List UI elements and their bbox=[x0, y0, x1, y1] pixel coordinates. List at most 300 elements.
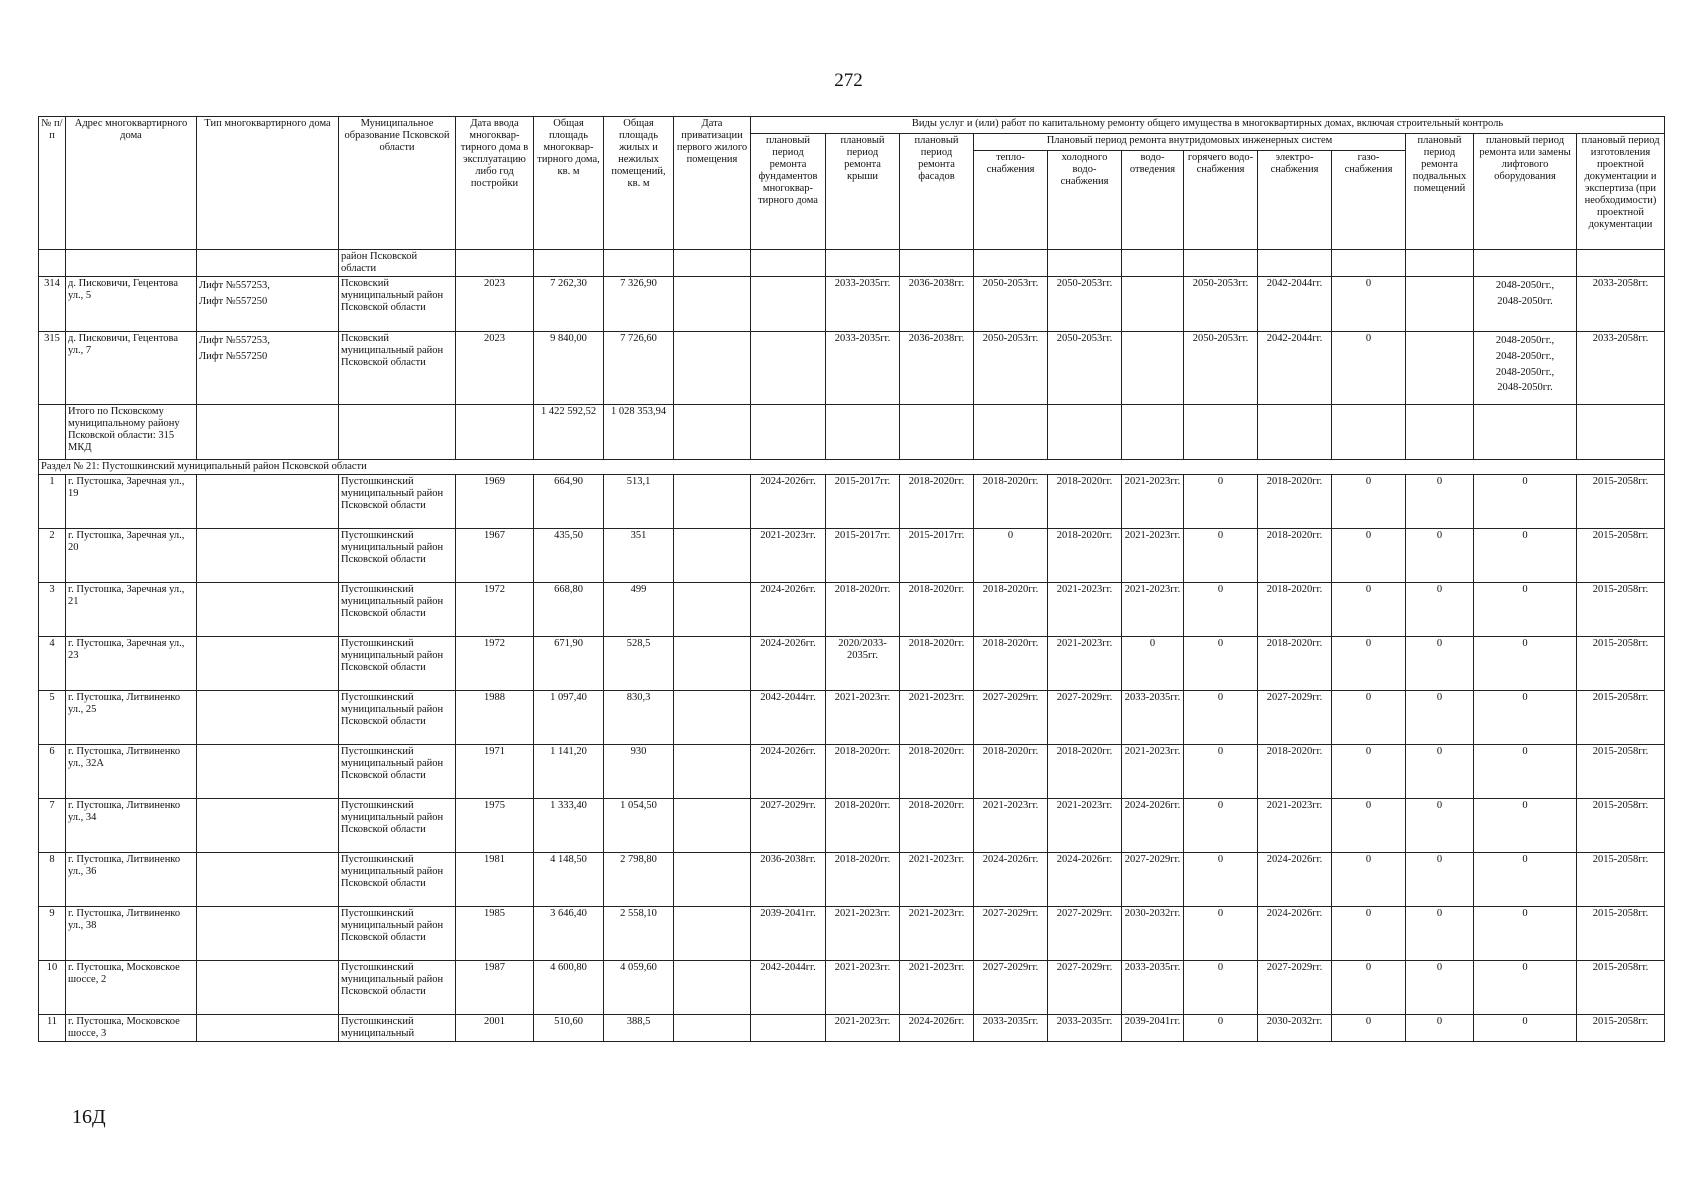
row-municipality: Пустошкинский муниципальный район Псковской области bbox=[339, 745, 456, 799]
row-cold-water: 2024-2026гг. bbox=[1048, 853, 1122, 907]
row-total-area: 1 097,40 bbox=[534, 691, 604, 745]
row-address: г. Пустошка, Заречная ул., 21 bbox=[66, 583, 197, 637]
row-roof: 2018-2020гг. bbox=[826, 745, 900, 799]
row-type bbox=[197, 961, 339, 1015]
row-facade: 2018-2020гг. bbox=[900, 475, 974, 529]
section-row bbox=[39, 460, 1665, 475]
row-gas: 0 bbox=[1332, 907, 1406, 961]
row-drainage bbox=[1122, 332, 1184, 405]
row-drainage: 0 bbox=[1122, 637, 1184, 691]
row-num: 2 bbox=[39, 529, 66, 583]
row-privatization bbox=[674, 907, 751, 961]
row-electric: 2018-2020гг. bbox=[1258, 475, 1332, 529]
header-systems-group: Плановый период ремонта внутридомовых инженерных систем bbox=[974, 134, 1406, 151]
table-row bbox=[39, 1015, 1665, 1042]
row-basement: 0 bbox=[1406, 583, 1474, 637]
row-heat: 2024-2026гг. bbox=[974, 853, 1048, 907]
row-cold-water: 2033-2035гг. bbox=[1048, 1015, 1122, 1042]
row-living-area: 2 558,10 bbox=[604, 907, 674, 961]
row-num: 5 bbox=[39, 691, 66, 745]
row-design: 2015-2058гг. bbox=[1577, 907, 1665, 961]
elevator-period: 2048-2050гг., bbox=[1495, 350, 1555, 362]
elevator-id: Лифт №557250 bbox=[199, 350, 268, 362]
row-foundation bbox=[751, 1015, 826, 1042]
row-num: 11 bbox=[39, 1015, 66, 1042]
row-municipality: Пустошкинский муниципальный район Псковской области bbox=[339, 907, 456, 961]
row-total-area: 1 333,40 bbox=[534, 799, 604, 853]
row-elevator: 0 bbox=[1474, 745, 1577, 799]
row-facade: 2024-2026гг. bbox=[900, 1015, 974, 1042]
row-address: г. Пустошка, Литвиненко ул., 32А bbox=[66, 745, 197, 799]
row-basement: 0 bbox=[1406, 637, 1474, 691]
row-foundation: 2024-2026гг. bbox=[751, 475, 826, 529]
row-design: 2015-2058гг. bbox=[1577, 745, 1665, 799]
row-num: 4 bbox=[39, 637, 66, 691]
row-num: 3 bbox=[39, 583, 66, 637]
row-total-area: 4 600,80 bbox=[534, 961, 604, 1015]
elevator-id: Лифт №557253, bbox=[199, 335, 270, 347]
row-living-area: 2 798,80 bbox=[604, 853, 674, 907]
header-address: Адрес многоквартирного дома bbox=[66, 117, 197, 250]
total-label: Итого по Псковскому муниципальному району Псковской области: 315 МКД bbox=[66, 405, 197, 460]
row-facade: 2015-2017гг. bbox=[900, 529, 974, 583]
row-privatization bbox=[674, 277, 751, 332]
row-drainage: 2024-2026гг. bbox=[1122, 799, 1184, 853]
row-hot-water: 0 bbox=[1184, 1015, 1258, 1042]
row-hot-water: 0 bbox=[1184, 475, 1258, 529]
row-roof: 2021-2023гг. bbox=[826, 907, 900, 961]
row-roof: 2015-2017гг. bbox=[826, 475, 900, 529]
row-cold-water: 2018-2020гг. bbox=[1048, 475, 1122, 529]
row-municipality: Пустошкинский муниципальный район Псковской области bbox=[339, 475, 456, 529]
row-living-area: 528,5 bbox=[604, 637, 674, 691]
row-cold-water: 2027-2029гг. bbox=[1048, 961, 1122, 1015]
header-type: Тип многоквартирного дома bbox=[197, 117, 339, 250]
row-foundation: 2042-2044гг. bbox=[751, 691, 826, 745]
row-hot-water: 0 bbox=[1184, 637, 1258, 691]
row-total-area: 664,90 bbox=[534, 475, 604, 529]
row-address: г. Пустошка, Литвиненко ул., 36 bbox=[66, 853, 197, 907]
row-heat: 2018-2020гг. bbox=[974, 745, 1048, 799]
row-cold-water: 2021-2023гг. bbox=[1048, 637, 1122, 691]
row-facade: 2018-2020гг. bbox=[900, 799, 974, 853]
row-address: г. Пустошка, Литвиненко ул., 25 bbox=[66, 691, 197, 745]
row-municipality: Пустошкинский муниципальный bbox=[339, 1015, 456, 1042]
row-municipality: Псковский муниципальный район Псковской области bbox=[339, 332, 456, 405]
row-hot-water: 0 bbox=[1184, 961, 1258, 1015]
row-gas: 0 bbox=[1332, 853, 1406, 907]
table-row bbox=[39, 583, 1665, 637]
row-gas: 0 bbox=[1332, 529, 1406, 583]
row-year: 1987 bbox=[456, 961, 534, 1015]
row-basement: 0 bbox=[1406, 799, 1474, 853]
row-heat: 2018-2020гг. bbox=[974, 637, 1048, 691]
row-municipality: Пустошкинский муниципальный район Псковской области bbox=[339, 529, 456, 583]
header-municipality: Муниципальное образование Псковской области bbox=[339, 117, 456, 250]
row-year: 1972 bbox=[456, 637, 534, 691]
row-year: 1971 bbox=[456, 745, 534, 799]
table-row bbox=[39, 961, 1665, 1015]
row-facade: 2018-2020гг. bbox=[900, 583, 974, 637]
district-rows bbox=[39, 475, 1665, 1042]
row-living-area: 930 bbox=[604, 745, 674, 799]
row-year: 1981 bbox=[456, 853, 534, 907]
elevator-id: Лифт №557250 bbox=[199, 295, 268, 307]
row-privatization bbox=[674, 583, 751, 637]
row-hot-water: 0 bbox=[1184, 529, 1258, 583]
table-row bbox=[39, 529, 1665, 583]
row-municipality: Псковский муниципальный район Псковской области bbox=[339, 277, 456, 332]
row-elevator: 0 bbox=[1474, 799, 1577, 853]
row-drainage: 2033-2035гг. bbox=[1122, 691, 1184, 745]
header-heat: тепло-снабжения bbox=[974, 151, 1048, 250]
row-type bbox=[197, 529, 339, 583]
row-roof: 2020/2033-2035гг. bbox=[826, 637, 900, 691]
total-area-sum: 1 422 592,52 bbox=[534, 405, 604, 460]
row-roof: 2021-2023гг. bbox=[826, 961, 900, 1015]
row-basement: 0 bbox=[1406, 907, 1474, 961]
row-year: 1972 bbox=[456, 583, 534, 637]
row-living-area: 7 326,90 bbox=[604, 277, 674, 332]
row-drainage: 2027-2029гг. bbox=[1122, 853, 1184, 907]
row-address: г. Пустошка, Московское шоссе, 2 bbox=[66, 961, 197, 1015]
row-living-area: 513,1 bbox=[604, 475, 674, 529]
row-total-area: 1 141,20 bbox=[534, 745, 604, 799]
row-foundation: 2039-2041гг. bbox=[751, 907, 826, 961]
elevator-period: 2048-2050гг. bbox=[1497, 295, 1553, 307]
row-facade: 2021-2023гг. bbox=[900, 961, 974, 1015]
row-roof: 2018-2020гг. bbox=[826, 853, 900, 907]
row-num: 315 bbox=[39, 332, 66, 405]
row-electric: 2027-2029гг. bbox=[1258, 961, 1332, 1015]
row-total-area: 3 646,40 bbox=[534, 907, 604, 961]
row-electric: 2027-2029гг. bbox=[1258, 691, 1332, 745]
row-design: 2015-2058гг. bbox=[1577, 583, 1665, 637]
row-type bbox=[197, 637, 339, 691]
row-foundation bbox=[751, 332, 826, 405]
row-municipality: Пустошкинский муниципальный район Псковской области bbox=[339, 961, 456, 1015]
row-year: 2023 bbox=[456, 277, 534, 332]
row-cold-water: 2021-2023гг. bbox=[1048, 799, 1122, 853]
table-row bbox=[39, 745, 1665, 799]
header-electric: электро-снабжения bbox=[1258, 151, 1332, 250]
row-gas: 0 bbox=[1332, 961, 1406, 1015]
row-type bbox=[197, 907, 339, 961]
row-roof: 2021-2023гг. bbox=[826, 691, 900, 745]
row-foundation: 2024-2026гг. bbox=[751, 637, 826, 691]
header-facade: плановый период ремонта фасадов bbox=[900, 134, 974, 250]
row-municipality: Пустошкинский муниципальный район Псковской области bbox=[339, 853, 456, 907]
row-living-area: 7 726,60 bbox=[604, 332, 674, 405]
header-foundation: плановый период ремонта фундаментов многоквар-тирного дома bbox=[751, 134, 826, 250]
row-facade: 2036-2038гг. bbox=[900, 332, 974, 405]
row-hot-water: 0 bbox=[1184, 583, 1258, 637]
elevator-period: 2048-2050гг., bbox=[1495, 366, 1555, 378]
row-address: г. Пустошка, Заречная ул., 19 bbox=[66, 475, 197, 529]
row-municipality: Пустошкинский муниципальный район Псковской области bbox=[339, 799, 456, 853]
row-living-area: 1 054,50 bbox=[604, 799, 674, 853]
row-privatization bbox=[674, 961, 751, 1015]
row-facade: 2021-2023гг. bbox=[900, 853, 974, 907]
row-drainage: 2033-2035гг. bbox=[1122, 961, 1184, 1015]
row-privatization bbox=[674, 475, 751, 529]
row-gas: 0 bbox=[1332, 475, 1406, 529]
row-living-area: 4 059,60 bbox=[604, 961, 674, 1015]
row-hot-water: 2050-2053гг. bbox=[1184, 332, 1258, 405]
table-row bbox=[39, 637, 1665, 691]
row-heat: 2018-2020гг. bbox=[974, 583, 1048, 637]
row-living-area: 351 bbox=[604, 529, 674, 583]
row-elevator: 0 bbox=[1474, 475, 1577, 529]
header-works-group: Виды услуг и (или) работ по капитальному ремонту общего имущества в многоквартирных домах, включая строительный контроль bbox=[751, 117, 1665, 134]
elevator-period: 2048-2050гг. bbox=[1497, 382, 1553, 394]
elevator-period: 2048-2050гг., bbox=[1495, 335, 1555, 347]
row-address: д. Писковичи, Гецентова ул., 7 bbox=[66, 332, 197, 405]
table-row bbox=[39, 475, 1665, 529]
row-design: 2033-2058гг. bbox=[1577, 277, 1665, 332]
row-hot-water: 0 bbox=[1184, 745, 1258, 799]
row-basement bbox=[1406, 332, 1474, 405]
row-total-area: 510,60 bbox=[534, 1015, 604, 1042]
row-electric: 2024-2026гг. bbox=[1258, 853, 1332, 907]
row-drainage: 2030-2032гг. bbox=[1122, 907, 1184, 961]
row-design: 2015-2058гг. bbox=[1577, 691, 1665, 745]
row-total-area: 671,90 bbox=[534, 637, 604, 691]
row-address: г. Пустошка, Литвиненко ул., 34 bbox=[66, 799, 197, 853]
row-basement: 0 bbox=[1406, 1015, 1474, 1042]
table-row bbox=[39, 277, 1665, 332]
row-year: 1975 bbox=[456, 799, 534, 853]
header-design: плановый период изготовления проектной документации и экспертиза (при необходимости) проектной документации bbox=[1577, 134, 1665, 250]
row-electric: 2021-2023гг. bbox=[1258, 799, 1332, 853]
header-total-area: Общая площадь многоквар-тирного дома, кв. м bbox=[534, 117, 604, 250]
row-hot-water: 0 bbox=[1184, 799, 1258, 853]
header-gas: газо-снабжения bbox=[1332, 151, 1406, 250]
continuation-municipality: район Псковской области bbox=[339, 250, 456, 277]
header-hot-water: горячего водо-снабжения bbox=[1184, 151, 1258, 250]
living-area-sum: 1 028 353,94 bbox=[604, 405, 674, 460]
row-privatization bbox=[674, 853, 751, 907]
row-gas: 0 bbox=[1332, 332, 1406, 405]
row-privatization bbox=[674, 529, 751, 583]
row-type bbox=[197, 691, 339, 745]
row-design: 2015-2058гг. bbox=[1577, 1015, 1665, 1042]
row-elevator: 0 bbox=[1474, 637, 1577, 691]
row-electric: 2018-2020гг. bbox=[1258, 745, 1332, 799]
header-commission-date: Дата ввода многоквар-тирного дома в эксплуатацию либо год постройки bbox=[456, 117, 534, 250]
row-gas: 0 bbox=[1332, 799, 1406, 853]
row-design: 2015-2058гг. bbox=[1577, 853, 1665, 907]
row-municipality: Пустошкинский муниципальный район Псковской области bbox=[339, 691, 456, 745]
row-type bbox=[197, 799, 339, 853]
row-basement: 0 bbox=[1406, 691, 1474, 745]
row-facade: 2018-2020гг. bbox=[900, 745, 974, 799]
header-num: № п/п bbox=[39, 117, 66, 250]
row-municipality: Пустошкинский муниципальный район Псковской области bbox=[339, 637, 456, 691]
row-cold-water: 2021-2023гг. bbox=[1048, 583, 1122, 637]
row-num: 6 bbox=[39, 745, 66, 799]
row-type bbox=[197, 332, 339, 405]
capital-repair-table bbox=[38, 116, 1665, 1042]
row-num: 8 bbox=[39, 853, 66, 907]
row-design: 2033-2058гг. bbox=[1577, 332, 1665, 405]
row-heat: 2050-2053гг. bbox=[974, 332, 1048, 405]
row-type bbox=[197, 1015, 339, 1042]
row-design: 2015-2058гг. bbox=[1577, 637, 1665, 691]
row-gas: 0 bbox=[1332, 277, 1406, 332]
row-design: 2015-2058гг. bbox=[1577, 529, 1665, 583]
row-heat: 0 bbox=[974, 529, 1048, 583]
header-basement: плановый период ремонта подвальных помещений bbox=[1406, 134, 1474, 250]
header-elevator: плановый период ремонта или замены лифтового оборудования bbox=[1474, 134, 1577, 250]
row-type bbox=[197, 583, 339, 637]
row-address: д. Писковичи, Гецентова ул., 5 bbox=[66, 277, 197, 332]
row-elevator: 0 bbox=[1474, 583, 1577, 637]
row-drainage: 2021-2023гг. bbox=[1122, 475, 1184, 529]
page-number: 272 bbox=[834, 70, 863, 91]
row-heat: 2021-2023гг. bbox=[974, 799, 1048, 853]
row-privatization bbox=[674, 745, 751, 799]
row-electric: 2018-2020гг. bbox=[1258, 637, 1332, 691]
row-num: 7 bbox=[39, 799, 66, 853]
row-hot-water: 0 bbox=[1184, 853, 1258, 907]
row-design: 2015-2058гг. bbox=[1577, 799, 1665, 853]
row-facade: 2021-2023гг. bbox=[900, 691, 974, 745]
row-elevator bbox=[1474, 332, 1577, 405]
table-row bbox=[39, 853, 1665, 907]
row-year: 2001 bbox=[456, 1015, 534, 1042]
row-foundation: 2021-2023гг. bbox=[751, 529, 826, 583]
row-foundation: 2027-2029гг. bbox=[751, 799, 826, 853]
row-year: 2023 bbox=[456, 332, 534, 405]
table-row bbox=[39, 691, 1665, 745]
row-num: 1 bbox=[39, 475, 66, 529]
row-facade: 2021-2023гг. bbox=[900, 907, 974, 961]
row-gas: 0 bbox=[1332, 1015, 1406, 1042]
row-type bbox=[197, 853, 339, 907]
row-electric: 2018-2020гг. bbox=[1258, 583, 1332, 637]
row-cold-water: 2050-2053гг. bbox=[1048, 277, 1122, 332]
row-roof: 2018-2020гг. bbox=[826, 583, 900, 637]
row-drainage: 2039-2041гг. bbox=[1122, 1015, 1184, 1042]
row-num: 10 bbox=[39, 961, 66, 1015]
section-title: Раздел № 21: Пустошкинский муниципальный район Псковской области bbox=[39, 460, 1665, 475]
row-cold-water: 2027-2029гг. bbox=[1048, 907, 1122, 961]
row-elevator: 0 bbox=[1474, 691, 1577, 745]
row-hot-water: 0 bbox=[1184, 691, 1258, 745]
row-foundation: 2024-2026гг. bbox=[751, 583, 826, 637]
row-basement: 0 bbox=[1406, 475, 1474, 529]
header-row-1 bbox=[39, 117, 1665, 134]
row-gas: 0 bbox=[1332, 745, 1406, 799]
header-privatization: Дата приватизации первого жилого помещения bbox=[674, 117, 751, 250]
row-foundation bbox=[751, 277, 826, 332]
table-row bbox=[39, 907, 1665, 961]
row-type bbox=[197, 475, 339, 529]
row-cold-water: 2027-2029гг. bbox=[1048, 691, 1122, 745]
row-num: 314 bbox=[39, 277, 66, 332]
row-foundation: 2036-2038гг. bbox=[751, 853, 826, 907]
row-gas: 0 bbox=[1332, 637, 1406, 691]
row-elevator: 0 bbox=[1474, 961, 1577, 1015]
row-foundation: 2042-2044гг. bbox=[751, 961, 826, 1015]
row-heat: 2018-2020гг. bbox=[974, 475, 1048, 529]
row-total-area: 668,80 bbox=[534, 583, 604, 637]
header-cold-water: холодного водо-снабжения bbox=[1048, 151, 1122, 250]
row-electric: 2042-2044гг. bbox=[1258, 277, 1332, 332]
row-cold-water: 2050-2053гг. bbox=[1048, 332, 1122, 405]
row-year: 1967 bbox=[456, 529, 534, 583]
row-drainage: 2021-2023гг. bbox=[1122, 529, 1184, 583]
row-roof: 2033-2035гг. bbox=[826, 332, 900, 405]
header-drainage: водо-отведения bbox=[1122, 151, 1184, 250]
row-drainage bbox=[1122, 277, 1184, 332]
row-living-area: 388,5 bbox=[604, 1015, 674, 1042]
row-electric: 2024-2026гг. bbox=[1258, 907, 1332, 961]
row-roof: 2033-2035гг. bbox=[826, 277, 900, 332]
row-total-area: 9 840,00 bbox=[534, 332, 604, 405]
row-foundation: 2024-2026гг. bbox=[751, 745, 826, 799]
row-electric: 2042-2044гг. bbox=[1258, 332, 1332, 405]
row-type bbox=[197, 277, 339, 332]
row-design: 2015-2058гг. bbox=[1577, 475, 1665, 529]
row-gas: 0 bbox=[1332, 691, 1406, 745]
row-roof: 2018-2020гг. bbox=[826, 799, 900, 853]
row-num: 9 bbox=[39, 907, 66, 961]
row-elevator: 0 bbox=[1474, 1015, 1577, 1042]
row-drainage: 2021-2023гг. bbox=[1122, 583, 1184, 637]
row-privatization bbox=[674, 637, 751, 691]
row-municipality: Пустошкинский муниципальный район Псковской области bbox=[339, 583, 456, 637]
row-year: 1969 bbox=[456, 475, 534, 529]
row-privatization bbox=[674, 1015, 751, 1042]
row-cold-water: 2018-2020гг. bbox=[1048, 529, 1122, 583]
row-privatization bbox=[674, 691, 751, 745]
row-facade: 2018-2020гг. bbox=[900, 637, 974, 691]
row-basement: 0 bbox=[1406, 745, 1474, 799]
row-heat: 2033-2035гг. bbox=[974, 1015, 1048, 1042]
row-drainage: 2021-2023гг. bbox=[1122, 745, 1184, 799]
row-gas: 0 bbox=[1332, 583, 1406, 637]
row-total-area: 4 148,50 bbox=[534, 853, 604, 907]
row-address: г. Пустошка, Московское шоссе, 3 bbox=[66, 1015, 197, 1042]
row-heat: 2027-2029гг. bbox=[974, 961, 1048, 1015]
row-basement: 0 bbox=[1406, 529, 1474, 583]
row-heat: 2050-2053гг. bbox=[974, 277, 1048, 332]
elevator-period: 2048-2050гг., bbox=[1495, 280, 1555, 292]
table-row bbox=[39, 332, 1665, 405]
row-basement: 0 bbox=[1406, 853, 1474, 907]
row-living-area: 830,3 bbox=[604, 691, 674, 745]
row-privatization bbox=[674, 799, 751, 853]
row-total-area: 435,50 bbox=[534, 529, 604, 583]
row-heat: 2027-2029гг. bbox=[974, 907, 1048, 961]
row-hot-water: 2050-2053гг. bbox=[1184, 277, 1258, 332]
row-year: 1988 bbox=[456, 691, 534, 745]
row-electric: 2030-2032гг. bbox=[1258, 1015, 1332, 1042]
row-year: 1985 bbox=[456, 907, 534, 961]
row-roof: 2021-2023гг. bbox=[826, 1015, 900, 1042]
elevator-id: Лифт №557253, bbox=[199, 280, 270, 292]
row-basement: 0 bbox=[1406, 961, 1474, 1015]
header-roof: плановый период ремонта крыши bbox=[826, 134, 900, 250]
row-elevator: 0 bbox=[1474, 853, 1577, 907]
total-row bbox=[39, 405, 1665, 460]
continuation-row bbox=[39, 250, 1665, 277]
row-facade: 2036-2038гг. bbox=[900, 277, 974, 332]
row-electric: 2018-2020гг. bbox=[1258, 529, 1332, 583]
row-privatization bbox=[674, 332, 751, 405]
